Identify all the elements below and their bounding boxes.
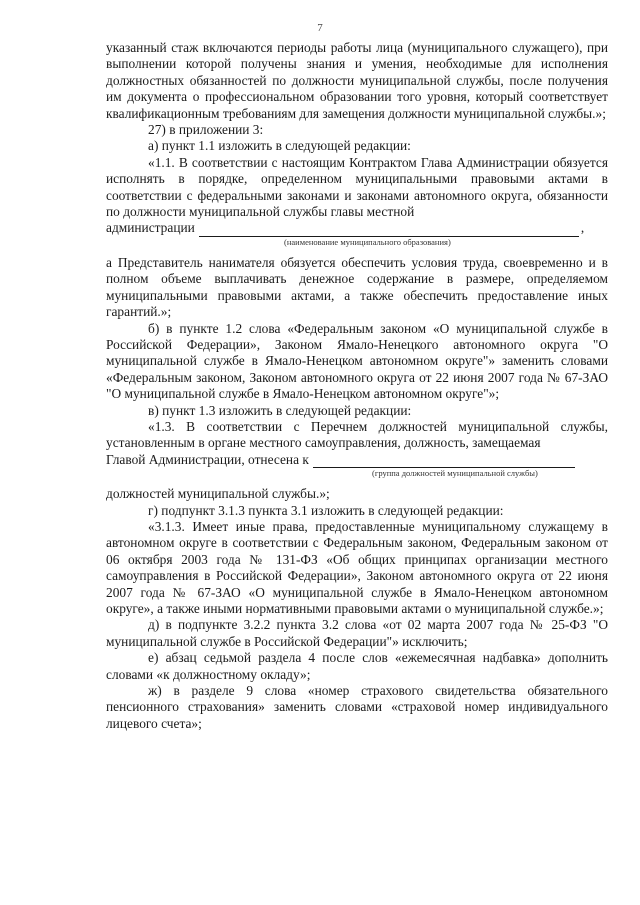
- paragraph: в) пункт 1.3 изложить в следующей редакции:: [148, 402, 412, 418]
- field-caption: (группа должностей муниципальной службы): [372, 468, 538, 479]
- blank-field-position-group: [313, 456, 575, 468]
- fill-in-line: [106, 452, 608, 468]
- paragraph: 27) в приложении 3:: [148, 122, 264, 138]
- paragraph: а Представитель нанимателя обязуется обеспечить условия труда, своевременно и в полном объеме выплачивать денежное содержание в размере, определяемом муниципальными правовыми актами, а также обеспечить предоставление иных гарантий.»;: [106, 254, 608, 320]
- paragraph: а) пункт 1.1 изложить в следующей редакции:: [148, 138, 411, 154]
- paragraph: «1.1. В соответствии с настоящим Контрактом Глава Администрации обязуется исполнять в порядке, определенном муниципальными правовыми актами в соответствии с федеральными законами и законами автономного округа, обязанности по должности муниципальной службы главы местной: [106, 154, 608, 220]
- fill-end-text: ,: [580, 220, 585, 236]
- paragraph: указанный стаж включаются периоды работы лица (муниципального служащего), при выполнении которой получены знания и умения, необходимые для исполнения должностных обязанностей по должности муниципальной службы, после получения им документа о профессиональном образовании того уровня, который соответствует квалификационным требованиям для замещения должности муниципальной службы.»;: [106, 40, 608, 121]
- blank-field-municipality: [199, 225, 579, 237]
- document-body: [106, 40, 608, 732]
- paragraph: г) подпункт 3.1.3 пункта 3.1 изложить в следующей редакции:: [148, 502, 504, 518]
- paragraph: «3.1.3. Имеет иные права, предоставленные муниципальному служащему в автономном округе в соответствии с Федеральным законом, Федеральным законом от 06 октября 2003 года № 131-ФЗ «Об общих принципах организации местного самоуправления в Российской Федерации», Законом автономного округа от 22 июня 2007 года № 67-ЗАО «О муниципальной службе в Ямало-Ненецком автономном округе», а также иными нормативными правовыми актами о муниципальной службе.»;: [106, 518, 608, 616]
- paragraph: «1.3. В соответствии с Перечнем должностей муниципальной службы, установленным в органе местного самоуправления, должность, замещаемая: [106, 418, 608, 451]
- fill-lead-text: администрации: [106, 220, 195, 236]
- paragraph: е) абзац седьмой раздела 4 после слов «ежемесячная надбавка» дополнить словами «к должностному окладу»;: [106, 650, 608, 682]
- page-number: 7: [317, 22, 323, 34]
- paragraph: должностей муниципальной службы.»;: [106, 486, 330, 502]
- paragraph: д) в подпункте 3.2.2 пункта 3.2 слова «от 02 марта 2007 года № 25-ФЗ "О муниципальной службе в Российской Федерации"» исключить;: [106, 617, 608, 649]
- fill-in-line: [106, 220, 608, 236]
- paragraph: ж) в разделе 9 слова «номер страхового свидетельства обязательного пенсионного страхования» заменить словами «страховой номер индивидуального лицевого счета»;: [106, 683, 608, 731]
- fill-lead-text: Главой Администрации, отнесена к: [106, 451, 309, 467]
- paragraph: б) в пункте 1.2 слова «Федеральным законом «О муниципальной службе в Российской Федерации», Законом Ямало-Ненецкого автономного округа "О муниципальной службе в Ямало-Ненецком автономном округе"» заменить словами «Федеральным законом, Законом автономного округа от 22 июня 2007 года № 67-ЗАО "О муниципальной службе в Ямало-Ненецком автономном округе"»;: [106, 320, 608, 402]
- field-caption: (наименование муниципального образования): [284, 236, 451, 247]
